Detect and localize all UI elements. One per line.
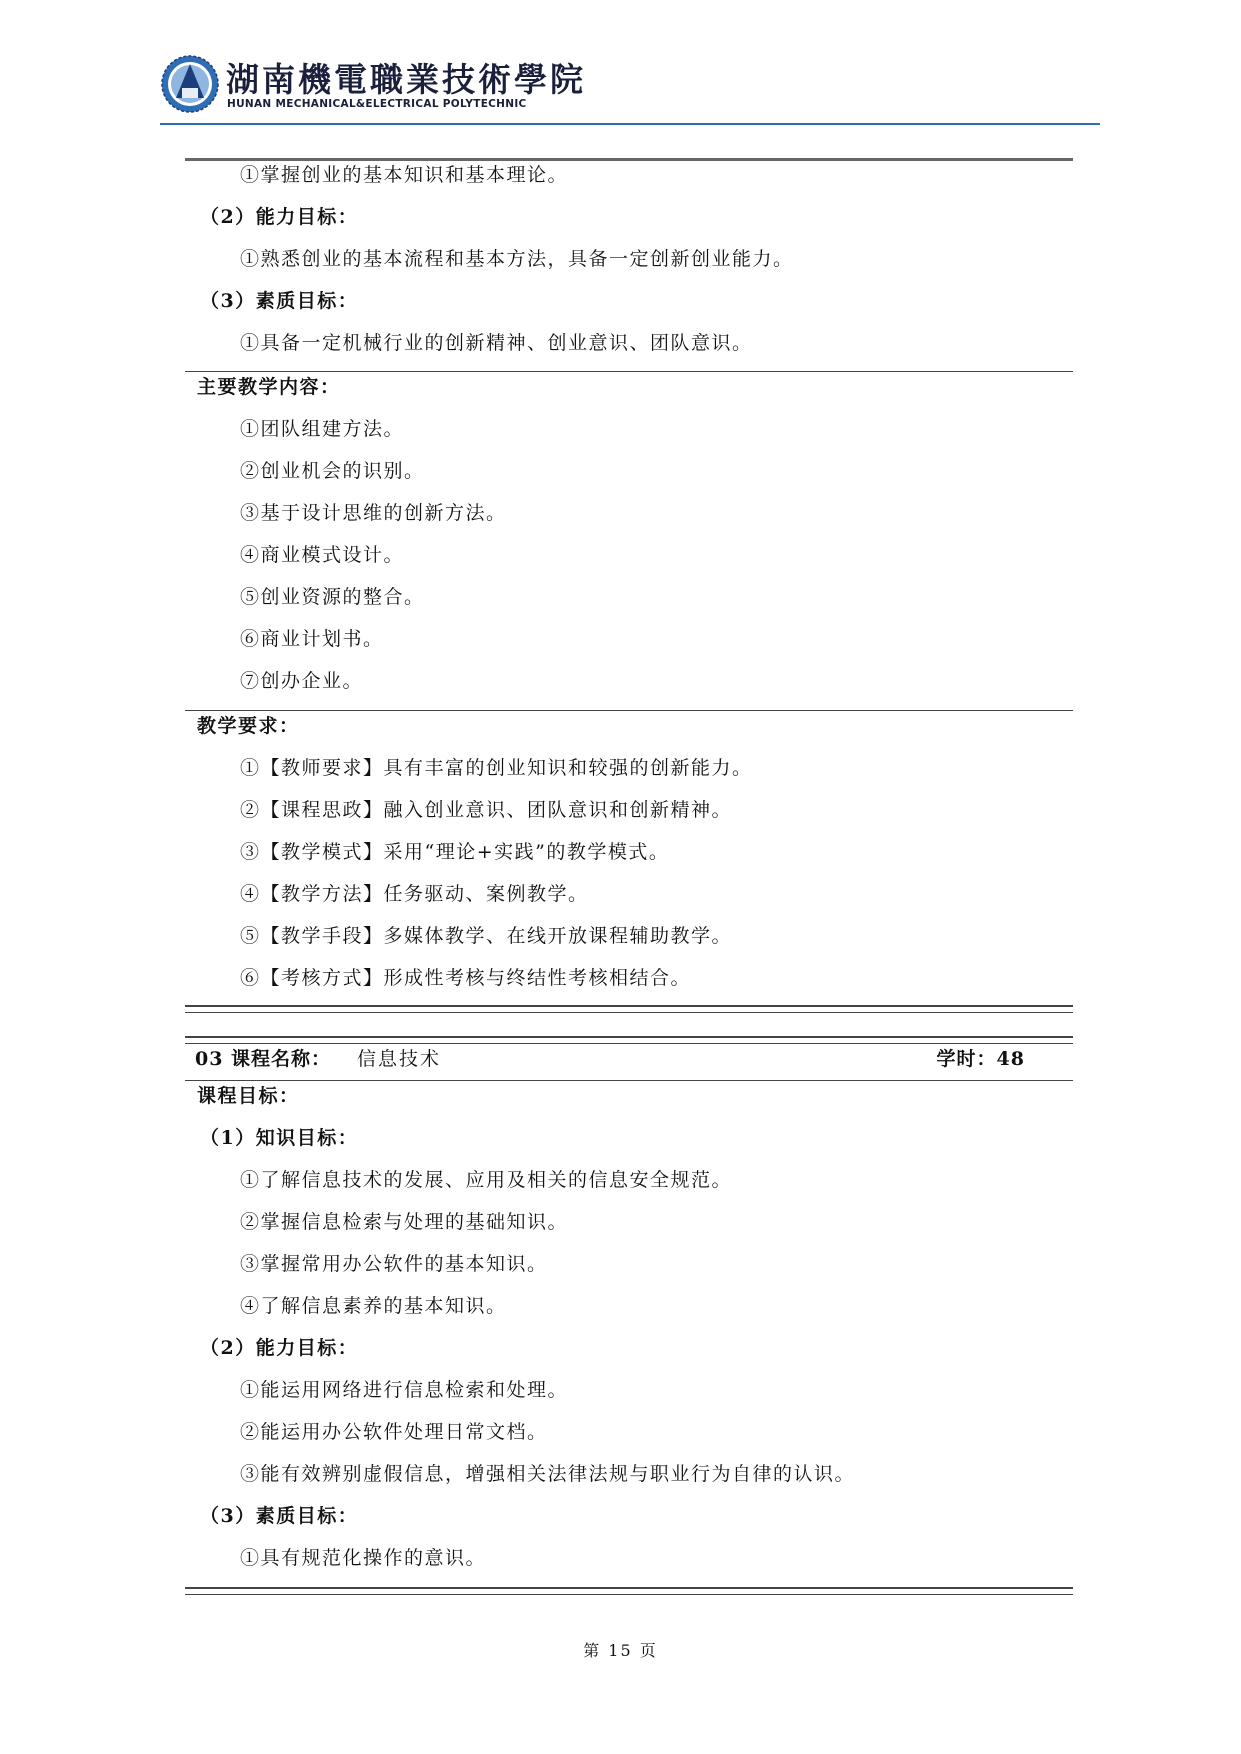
quality-item: ①具有规范化操作的意识。 <box>240 1547 487 1569</box>
requirement-item: ②【课程思政】融入创业意识、团队意识和创新精神。 <box>240 799 733 821</box>
course-title-row <box>195 1045 1025 1073</box>
content-item: ⑤创业资源的整合。 <box>240 586 425 608</box>
ability-heading: （2）能力目标： <box>200 1337 359 1359</box>
content-item: ⑥商业计划书。 <box>240 628 384 650</box>
course-name: 信息技术 <box>357 1048 442 1070</box>
ability-item: ①熟悉创业的基本流程和基本方法，具备一定创新创业能力。 <box>240 248 794 270</box>
header-divider <box>160 123 1100 125</box>
requirement-item: ⑥【考核方式】形成性考核与终结性考核相结合。 <box>240 967 692 989</box>
ability-item: ②能运用办公软件处理日常文档。 <box>240 1421 548 1443</box>
content-item: ④商业模式设计。 <box>240 544 405 566</box>
row-divider <box>185 371 1073 372</box>
quality-item: ①具备一定机械行业的创新精神、创业意识、团队意识。 <box>240 332 753 354</box>
objectives-heading: 课程目标： <box>197 1085 300 1107</box>
table-top-rule <box>185 1036 1073 1044</box>
ability-heading: （2）能力目标： <box>200 206 359 228</box>
page-header <box>160 52 1100 122</box>
table-top-rule <box>185 158 1073 161</box>
row-divider <box>185 1080 1073 1081</box>
quality-heading: （3）素质目标： <box>200 290 359 312</box>
knowledge-heading: （1）知识目标： <box>200 1127 359 1149</box>
quality-heading: （3）素质目标： <box>200 1505 359 1527</box>
knowledge-item: ②掌握信息检索与处理的基础知识。 <box>240 1211 569 1233</box>
knowledge-item: ④了解信息素养的基本知识。 <box>240 1295 507 1317</box>
requirement-item: ⑤【教学手段】多媒体教学、在线开放课程辅助教学。 <box>240 925 733 947</box>
requirement-item: ④【教学方法】任务驱动、案例教学。 <box>240 883 589 905</box>
ability-item: ①能运用网络进行信息检索和处理。 <box>240 1379 569 1401</box>
requirements-heading: 教学要求： <box>197 715 300 737</box>
course-label: 03 课程名称： <box>195 1048 332 1070</box>
content-heading: 主要教学内容： <box>197 376 341 398</box>
knowledge-item: ③掌握常用办公软件的基本知识。 <box>240 1253 548 1275</box>
requirement-item: ③【教学模式】采用“理论+实践”的教学模式。 <box>240 841 670 863</box>
school-name-en: HUNAN MECHANICAL&ELECTRICAL POLYTECHNIC <box>227 98 527 110</box>
table-bottom-rule <box>185 1005 1073 1013</box>
school-name-cn: 湖南機電職業技術學院 <box>226 60 586 99</box>
requirement-item: ①【教师要求】具有丰富的创业知识和较强的创新能力。 <box>240 757 753 779</box>
ability-item: ③能有效辨别虚假信息，增强相关法律法规与职业行为自律的认识。 <box>240 1463 856 1485</box>
course-hours: 学时：48 <box>936 1048 1025 1070</box>
school-logo-icon <box>160 54 220 114</box>
content-item: ③基于设计思维的创新方法。 <box>240 502 507 524</box>
table-bottom-rule <box>185 1587 1073 1595</box>
page-number: 第 15 页 <box>583 1641 658 1660</box>
content-item: ②创业机会的识别。 <box>240 460 425 482</box>
content-item: ①团队组建方法。 <box>240 418 405 440</box>
knowledge-item: ①了解信息技术的发展、应用及相关的信息安全规范。 <box>240 1169 733 1191</box>
knowledge-item: ①掌握创业的基本知识和基本理论。 <box>240 164 569 186</box>
row-divider <box>185 710 1073 711</box>
content-item: ⑦创办企业。 <box>240 670 364 692</box>
